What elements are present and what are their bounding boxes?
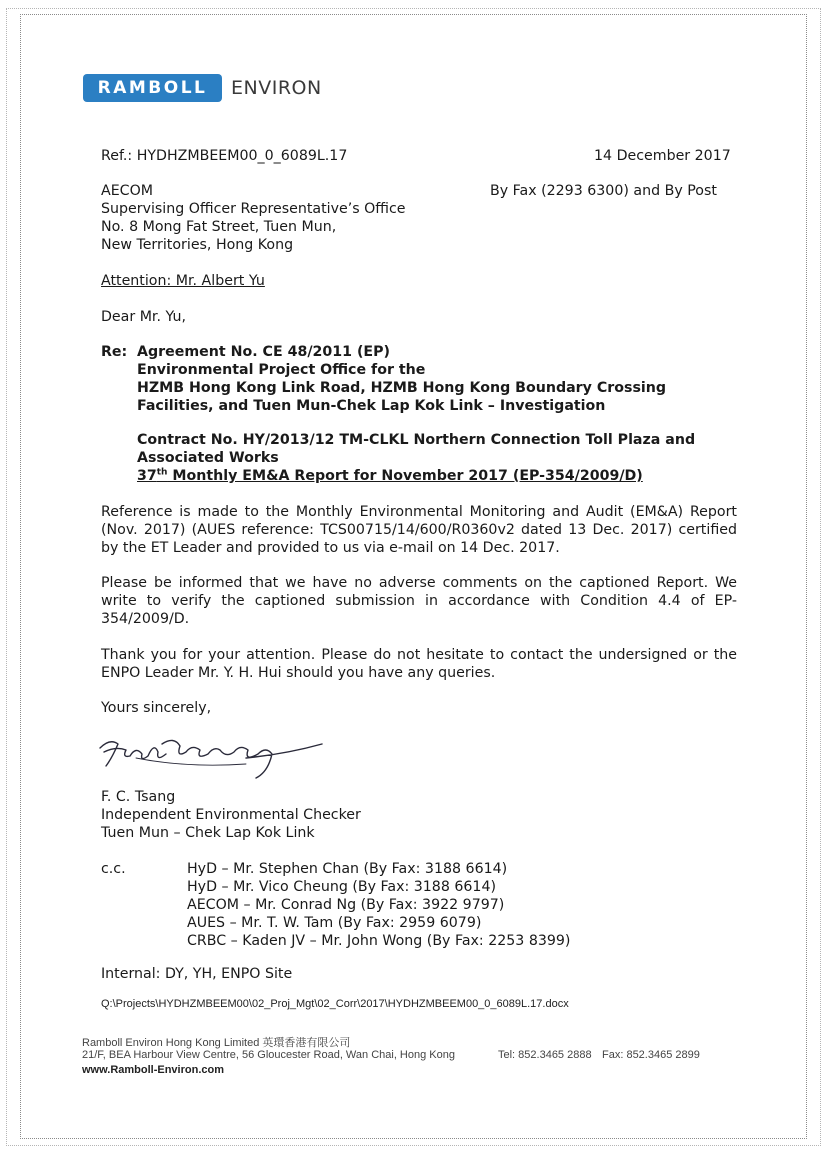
salutation: Dear Mr. Yu, (101, 309, 187, 325)
cc-line: HyD – Mr. Stephen Chan (By Fax: 3188 6614) (187, 861, 508, 877)
ramboll-logo (83, 74, 222, 102)
report-title: 37th Monthly EM&A Report for November 2017 (EP-354/2009/D) (137, 467, 643, 484)
cc-line: AUES – Mr. T. W. Tam (By Fax: 2959 6079) (187, 915, 482, 931)
logo-brand-text: RAMBOLL (97, 78, 208, 98)
subject-block (137, 343, 666, 415)
footer-website[interactable]: www.Ramboll-Environ.com (82, 1064, 224, 1076)
paragraph-comments: Please be informed that we have no adverse comments on the captioned Report. We write to verify the captioned submission in accordance with Condition 4.4 of EP-354/2009/D. (101, 575, 737, 627)
cc-line: AECOM – Mr. Conrad Ng (By Fax: 3922 9797) (187, 897, 505, 913)
file-path: Q:\Projects\HYDHZMBEEM00\02_Proj_Mgt\02_Corr\2017\HYDHZMBEEM00_0_6089L.17.docx (101, 998, 569, 1010)
logo-environ-text: ENVIRON (231, 77, 322, 99)
subject-line: Environmental Project Office for the (137, 362, 426, 378)
contract-block (137, 431, 695, 485)
subject-line: Agreement No. CE 48/2011 (EP) (137, 344, 391, 360)
signer-title: Independent Environmental Checker (101, 807, 361, 823)
handwritten-signature (96, 728, 326, 784)
subject-line: Facilities, and Tuen Mun-Chek Lap Kok Link – Investigation (137, 398, 606, 414)
address-line: New Territories, Hong Kong (101, 237, 294, 253)
cc-line: HyD – Mr. Vico Cheung (By Fax: 3188 6614) (187, 879, 497, 895)
re-label: Re: (101, 344, 128, 360)
letter-date: 14 December 2017 (594, 148, 731, 164)
paragraph-thanks: Thank you for your attention. Please do not hesitate to contact the undersigned or the ENPO Leader Mr. Y. H. Hui should you have any queries. (101, 647, 737, 681)
recipient-address (101, 182, 406, 254)
footer-company: Ramboll Environ Hong Kong Limited 英環香港有限公司 (82, 1037, 351, 1049)
cc-line: CRBC – Kaden JV – Mr. John Wong (By Fax: 2253 8399) (187, 933, 571, 949)
address-line: Supervising Officer Representative’s Office (101, 201, 406, 217)
delivery-method: By Fax (2293 6300) and By Post (490, 183, 717, 199)
contract-line: Associated Works (137, 450, 279, 466)
signer-project: Tuen Mun – Chek Lap Kok Link (101, 825, 315, 841)
signer-name: F. C. Tsang (101, 789, 176, 805)
footer-tel: Tel: 852.3465 2888 (498, 1049, 592, 1061)
attention-line: Attention: Mr. Albert Yu (101, 273, 265, 289)
contract-line: Contract No. HY/2013/12 TM-CLKL Northern Connection Toll Plaza and (137, 432, 696, 448)
footer-address: 21/F, BEA Harbour View Centre, 56 Gloucester Road, Wan Chai, Hong Kong (82, 1049, 455, 1061)
address-line: AECOM (101, 183, 153, 199)
address-line: No. 8 Mong Fat Street, Tuen Mun, (101, 219, 337, 235)
closing: Yours sincerely, (101, 700, 212, 716)
cc-list (187, 860, 570, 950)
signer-block (101, 788, 361, 842)
paragraph-reference: Reference is made to the Monthly Environmental Monitoring and Audit (EM&A) Report (Nov. 2017) (AUES reference: TCS00715/14/600/R0360v2 dated 13 Dec. 2017) certified by the ET Leader and provided to us via e-mail on 14 Dec. 2017. (101, 504, 737, 556)
subject-line: HZMB Hong Kong Link Road, HZMB Hong Kong Boundary Crossing (137, 380, 667, 396)
internal-distribution: Internal: DY, YH, ENPO Site (101, 966, 293, 982)
reference-number: Ref.: HYDHZMBEEM00_0_6089L.17 (101, 148, 348, 164)
cc-label: c.c. (101, 861, 126, 877)
footer-fax: Fax: 852.3465 2899 (602, 1049, 700, 1061)
